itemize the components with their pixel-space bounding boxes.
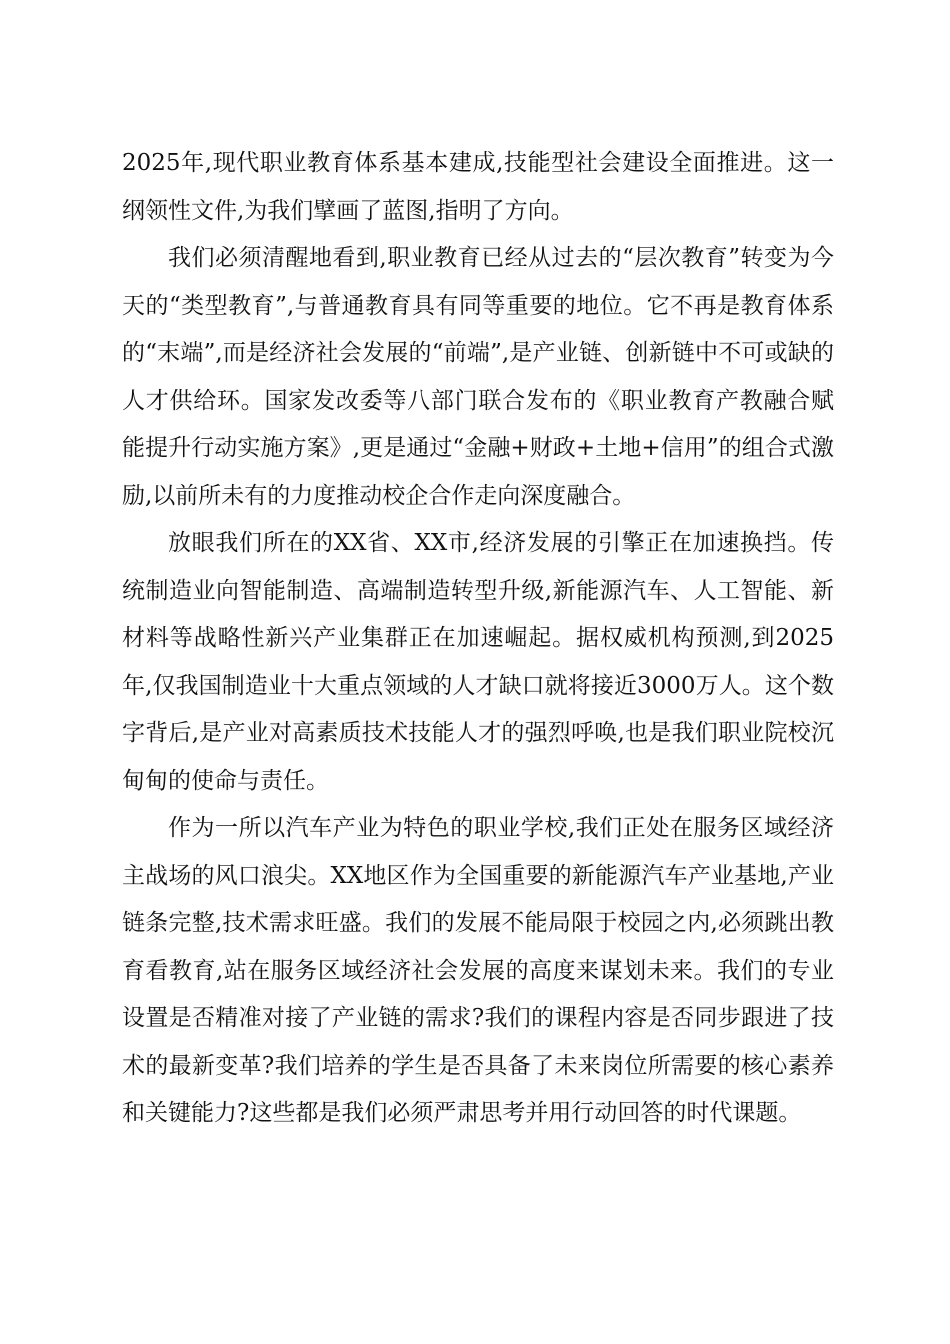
paragraph-continued: 2025年,现代职业教育体系基本建成,技能型社会建设全面推进。这一纲领性文件,为我们擘画了蓝图,指明了方向。 [122,150,834,224]
paragraph-automotive-school: 作为一所以汽车产业为特色的职业学校,我们正处在服务区域经济主战场的风口浪尖。XX地区作为全国重要的新能源汽车产业基地,产业链条完整,技术需求旺盛。我们的发展不能局限于校园之内,必须跳出教育看教育,站在服务区域经济社会发展的高度来谋划未来。我们的专业设置是否精准对接了产业链的需求?我们的课程内容是否同步跟进了技术的最新变革?我们培养的学生是否具备了未来岗位所需要的核心素养和关键能力?这些都是我们必须严肃思考并用行动回答的时代课题。 [122,815,834,1126]
paragraph-type-education: 我们必须清醒地看到,职业教育已经从过去的“层次教育”转变为今天的“类型教育”,与普通教育具有同等重要的地位。它不再是教育体系的“末端”,而是经济社会发展的“前端”,是产业链、创新链中不可或缺的人才供给环。国家发改委等八部门联合发布的《职业教育产教融合赋能提升行动实施方案》,更是通过“金融+财政+土地+信用”的组合式激励,以前所未有的力度推动校企合作走向深度融合。 [122,245,834,509]
body-text [122,140,834,1138]
paragraph-regional-economy: 放眼我们所在的XX省、XX市,经济发展的引擎正在加速换挡。传统制造业向智能制造、高端制造转型升级,新能源汽车、人工智能、新材料等战略性新兴产业集群正在加速崛起。据权威机构预测,到2025年,仅我国制造业十大重点领域的人才缺口就将接近3000万人。这个数字背后,是产业对高素质技术技能人才的强烈呼唤,也是我们职业院校沉甸甸的使命与责任。 [122,530,834,794]
